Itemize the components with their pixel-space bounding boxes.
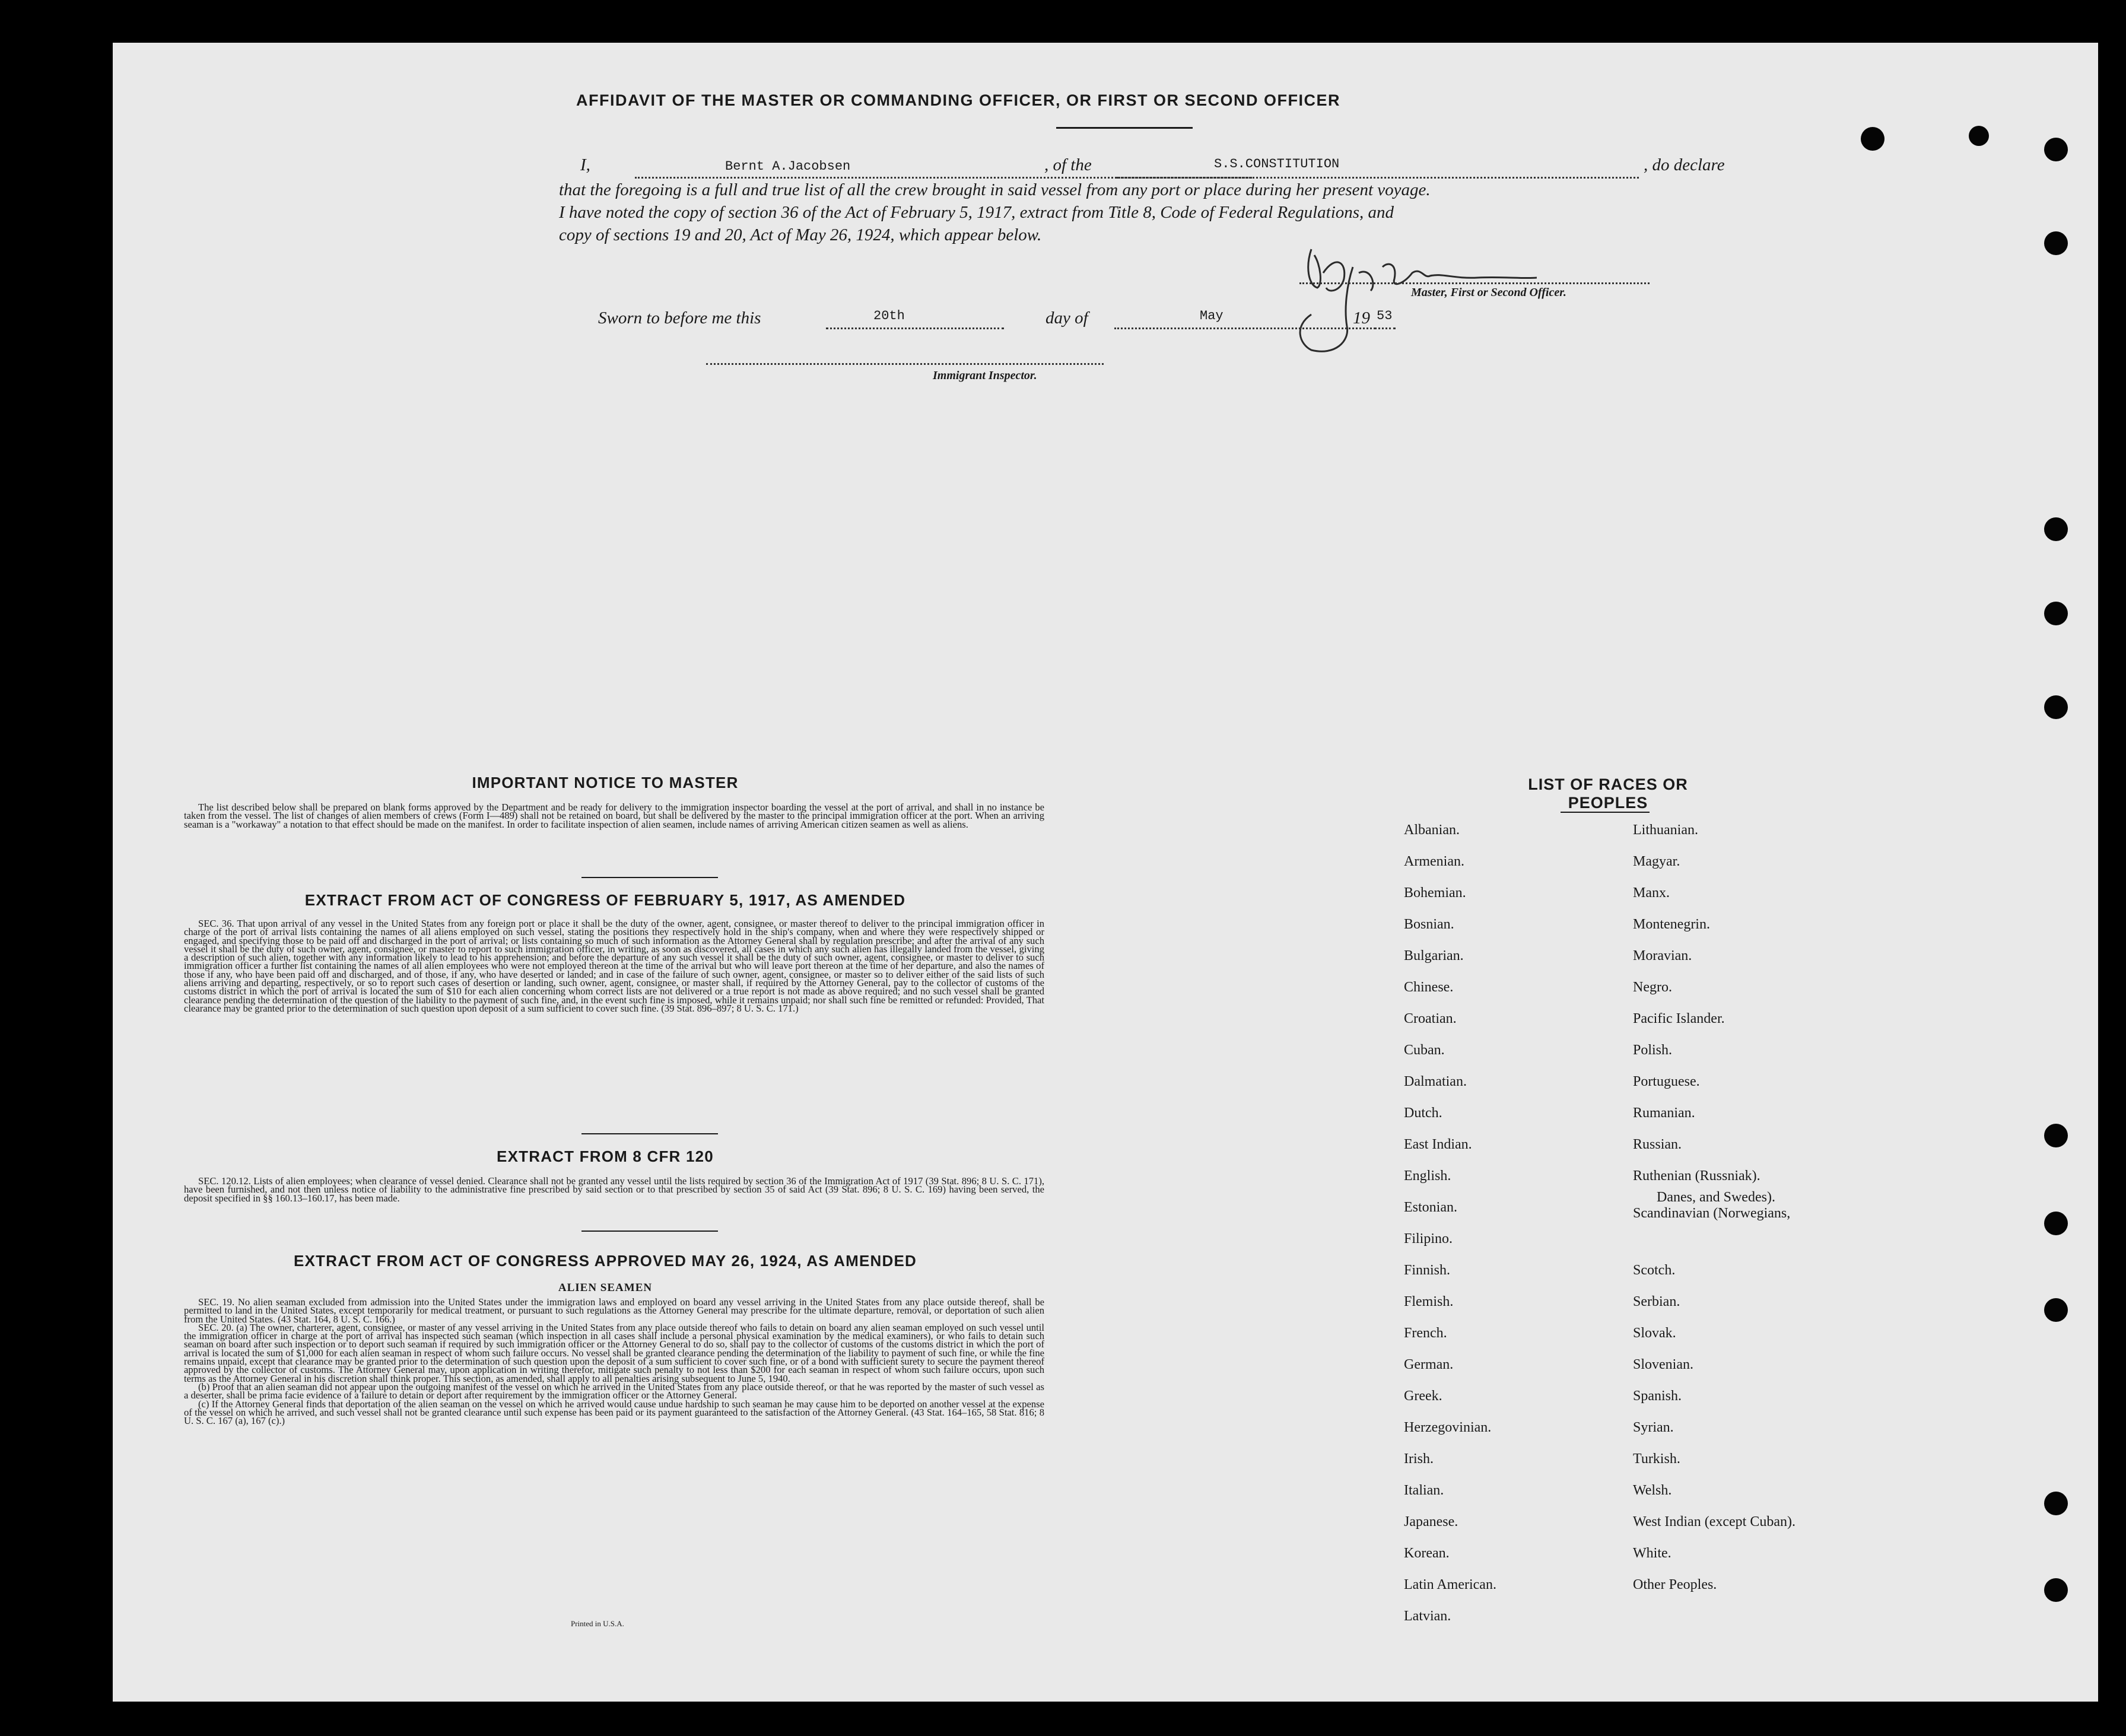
race-item: Other Peoples. — [1633, 1577, 1717, 1592]
extract-1917-body — [184, 920, 1044, 1013]
race-item: Flemish. — [1404, 1294, 1454, 1309]
race-item: Herzegovinian. — [1404, 1420, 1492, 1435]
affidavit-title: AFFIDAVIT OF THE MASTER OR COMMANDING OFFICER, OR FIRST OR SECOND OFFICER — [576, 91, 1340, 109]
race-item: Polish. — [1633, 1042, 1673, 1058]
master-name: Bernt A.Jacobsen — [725, 159, 851, 174]
race-item: White. — [1633, 1546, 1671, 1561]
affidavit-i-label: I, — [580, 155, 590, 174]
inspector-dotted-line — [706, 363, 1104, 365]
race-item: Portuguese. — [1633, 1074, 1700, 1089]
race-item: Spanish. — [1633, 1388, 1682, 1404]
race-item: East Indian. — [1404, 1137, 1472, 1152]
race-item: Serbian. — [1633, 1294, 1680, 1309]
race-item: English. — [1404, 1168, 1451, 1184]
signature-dotted-line — [1299, 282, 1650, 284]
punch-hole — [2044, 602, 2068, 625]
punch-hole — [2044, 517, 2068, 541]
extract-cfr-title: EXTRACT FROM 8 CFR 120 — [497, 1147, 714, 1165]
sec-20a-paragraph: SEC. 20. (a) The owner, charterer, agent, consignee, or master of any vessel arriving in the United States from any place outside thereof who fails to detain on board any alien seaman employed on such vessel until the immigration officer in charge at the port of arrival has inspected such seaman (which inspection in all cases shall include a personal physical examination by the medical examiners), or who fails to detain such seaman on board after such inspection or to deport such seaman if required by such immigration officer or the Attorney General to do so, shall pay to the collector of customs of the customs district in which the port of arrival is located the sum of $1,000 for each alien seaman in respect of whom such failure occurs. No vessel shall be granted clearance pending the determination of the liability to payment of such fine, or while the fine remains unpaid, except that clearance may be granted prior to the determination of such question upon the deposit of a sum sufficient to cover such fine, or of a bond with sufficient surety to secure the payment thereof approved by the collector of customs. The Attorney General may, upon application in writing therefor, mitigate such penalty to not less than $200 for each seaman in respect of whom such failure occurs, upon such terms as the Attorney General in his discretion shall think proper. This section, as amended, shall apply to all penalties arising subsequent to June 5, 1940. — [184, 1321, 1044, 1384]
printed-in-usa: Printed in U.S.A. — [571, 1619, 624, 1628]
race-item: Filipino. — [1404, 1231, 1453, 1247]
sworn-month-dotted-line — [1114, 328, 1375, 329]
race-item: Bohemian. — [1404, 885, 1466, 901]
alien-seamen-subtitle: ALIEN SEAMEN — [558, 1282, 653, 1294]
race-item: Dalmatian. — [1404, 1074, 1467, 1089]
race-item: Ruthenian (Russniak). — [1633, 1168, 1760, 1184]
race-item: Slovak. — [1633, 1325, 1676, 1341]
race-item: Irish. — [1404, 1451, 1434, 1467]
extract-1924-body — [184, 1298, 1044, 1425]
race-item: Chinese. — [1404, 980, 1454, 995]
punch-hole — [1969, 126, 1989, 146]
inspector-label: Immigrant Inspector. — [933, 369, 1037, 382]
sworn-label: Sworn to before me this — [598, 309, 761, 328]
race-item: German. — [1404, 1357, 1454, 1372]
race-item: Montenegrin. — [1633, 917, 1710, 932]
extract-cfr-body — [184, 1177, 1044, 1203]
race-item: Finnish. — [1404, 1263, 1451, 1278]
of-the-label: , of the — [1044, 155, 1092, 174]
extract-1924-title: EXTRACT FROM ACT OF CONGRESS APPROVED MAY 26, 1924, AS AMENDED — [293, 1252, 917, 1270]
races-title: LIST OF RACES OR PEOPLES — [1528, 775, 1688, 812]
race-item: Bosnian. — [1404, 917, 1454, 932]
sworn-month: May — [1200, 309, 1224, 323]
section-rule — [581, 1231, 718, 1232]
year-prefix: 19 — [1353, 309, 1370, 328]
race-item: Scandinavian (Norwegians, — [1633, 1206, 1791, 1221]
notice-title: IMPORTANT NOTICE TO MASTER — [472, 774, 739, 791]
affidavit-line-2: that the foregoing is a full and true list of all the crew brought in said vessel from any port or place during her present voyage. — [559, 180, 1431, 199]
race-item: Lithuanian. — [1633, 822, 1698, 838]
punch-hole — [2044, 1124, 2068, 1147]
sworn-day: 20th — [873, 309, 905, 323]
sec-20b-paragraph: (b) Proof that an alien seaman did not appear upon the outgoing manifest of the vessel on which he arrived in the United States from any place outside thereof, or that he was reported by the master of such vessel as a deserter, shall be prima facie evidence of a failure to detain or deport after requirement by the immigration officer or the Attorney General. — [184, 1381, 1044, 1401]
race-item: French. — [1404, 1325, 1447, 1341]
notice-body — [184, 803, 1044, 829]
do-declare-label: , do declare — [1644, 155, 1725, 174]
race-item: Croatian. — [1404, 1011, 1457, 1026]
document-page — [113, 43, 2098, 1702]
race-item: Latin American. — [1404, 1577, 1496, 1592]
sworn-day-dotted-line — [826, 328, 1004, 329]
race-item: Turkish. — [1633, 1451, 1680, 1467]
race-item: Syrian. — [1633, 1420, 1674, 1435]
race-item: Negro. — [1633, 980, 1672, 995]
race-item: Welsh. — [1633, 1483, 1672, 1498]
punch-hole — [1861, 127, 1885, 151]
vessel-name: S.S.CONSTITUTION — [1214, 157, 1340, 171]
punch-hole — [2044, 138, 2068, 161]
race-item: Moravian. — [1633, 948, 1692, 964]
punch-hole — [2044, 1492, 2068, 1515]
race-item: Magyar. — [1633, 854, 1680, 869]
punch-hole — [2044, 695, 2068, 719]
races-title-rule — [1561, 812, 1650, 813]
extract-1917-paragraph: SEC. 36. That upon arrival of any vessel in the United States from any foreign port or place it shall be the duty of the owner, agent, consignee, or master thereof to deliver to the principal immigration officer in charge of the port of arrival lists containing the names of all aliens employed on such vessel, stating the positions they respectively hold in the ship's company, when and where they were respectively shipped or engaged, and specifying those to be paid off and discharged in the port of arrival; or lists containing so much of such information as the Attorney General shall by regulation prescribe; and after the arrival of any such vessel it shall be the duty of such owner, agent, consignee, or master to report to such immigration officer, in writing, as soon as discovered, all cases in which any such alien has illegally landed from the vessel, giving a description of such alien, together with any information likely to lead to his apprehension; and before the departure of any such vessel it shall be the duty of such owner, agent, consignee, or master to deliver to such immigration officer a further list containing the names of all alien employees who were not employed thereon at the time of the arrival but who will leave port thereon at the time of her departure, and also the names of those if any, who have been paid off and discharged, and of those, if any, who have deserted or landed; and in case of the failure of such owner, agent, consignee, or master so to deliver either of the said lists of such aliens arriving and departing, respectively, or so to report such cases of desertion or landing, such owner, agent, consignee, or master shall, if required by the Attorney General, pay to the collector of customs of the customs district in which the port of arrival is located the sum of $10 for each alien concerning whom correct lists are not delivered or a true report is not made as above required; and no such vessel shall be granted clearance pending the determination of the question of the liability to the payment of such fine, and, in the event such fine is imposed, while it remains unpaid; nor shall such fine be remitted or refunded: Provided, That clearance may be granted prior to the determination of such question upon deposit of a sum sufficient to cover such fine. (39 Stat. 896–897; 8 U. S. C. 171.) — [184, 918, 1044, 1014]
punch-hole — [2044, 1212, 2068, 1235]
race-item: West Indian (except Cuban). — [1633, 1514, 1795, 1530]
section-rule — [581, 1133, 718, 1134]
vessel-dotted-line — [1117, 177, 1639, 179]
day-of-label: day of — [1045, 309, 1088, 328]
year-dotted-line — [1374, 328, 1396, 329]
race-item: Japanese. — [1404, 1514, 1458, 1530]
extract-cfr-paragraph: SEC. 120.12. Lists of alien employees; when clearance of vessel denied. Clearance shall not be granted any vessel until the lists required by section 36 of the Immigration Act of 1917 (39 Stat. 896; 8 U. S. C. 171), have been furnished, and not then unless notice of liability to the administrative fine prescribed by said section or to that prescribed by section 35 of said Act (39 Stat. 896; 8 U. S. C. 169) having been served, the deposit specified in §§ 160.13–160.17, has been made. — [184, 1175, 1044, 1204]
race-item: Korean. — [1404, 1546, 1450, 1561]
race-item: Estonian. — [1404, 1200, 1457, 1215]
race-item: Pacific Islander. — [1633, 1011, 1725, 1026]
extract-1917-title: EXTRACT FROM ACT OF CONGRESS OF FEBRUARY 5, 1917, AS AMENDED — [304, 891, 906, 909]
notice-paragraph: The list described below shall be prepared on blank forms approved by the Department and be ready for delivery to the immigration inspector boarding the vessel at the port of arrival, and shall in no instance be taken from the vessel. The list of changes of alien members of crews (Form I—489) shall not be retained on board, but shall be delivered by the master to the principal immigration officer at the port. When an arriving seaman is a "workaway" a notation to that effect should be made on the manifest. In order to facilitate inspection of alien seamen, include names of arriving American citizen seamen as well as aliens. — [184, 802, 1044, 830]
race-item: Albanian. — [1404, 822, 1460, 838]
title-rule — [1056, 127, 1193, 129]
affidavit-line-4: copy of sections 19 and 20, Act of May 26, 1924, which appear below. — [559, 225, 1042, 244]
race-item: Bulgarian. — [1404, 948, 1464, 964]
sec-20c-paragraph: (c) If the Attorney General finds that deportation of the alien seaman on the vessel on which he arrived would cause undue hardship to such seaman he may cause him to be deported on another vessel at the expense of the vessel on which he arrived, and such vessel shall not be granted clearance until such expense has been paid or its payment guaranteed to the satisfaction of the Attorney General. (43 Stat. 164–165, 58 Stat. 816; 8 U. S. C. 167 (a), 167 (c).) — [184, 1398, 1044, 1427]
affidavit-line-3: I have noted the copy of section 36 of the Act of February 5, 1917, extract from Title 8, Code of Federal Regulations, and — [559, 203, 1394, 222]
race-item: Cuban. — [1404, 1042, 1445, 1058]
sec-19-paragraph: SEC. 19. No alien seaman excluded from admission into the United States under the immigration laws and employed on board any vessel arriving in the United States from any place outside thereof, shall be permitted to land in the United States, except temporarily for medical treatment, or pursuant to such regulations as the Attorney General may prescribe for the ultimate departure, removal, or deportation of such alien from the United States. (43 Stat. 164, 8 U. S. C. 166.) — [184, 1296, 1044, 1325]
race-item: Italian. — [1404, 1483, 1444, 1498]
section-rule — [581, 877, 718, 878]
punch-hole — [2044, 231, 2068, 255]
race-item: Slovenian. — [1633, 1357, 1693, 1372]
punch-hole — [2044, 1578, 2068, 1602]
race-item: Latvian. — [1404, 1608, 1451, 1624]
year-suffix: 53 — [1377, 309, 1393, 323]
race-item: Rumanian. — [1633, 1105, 1695, 1121]
race-item: Scotch. — [1633, 1263, 1676, 1278]
race-item: Danes, and Swedes). — [1657, 1190, 1775, 1205]
race-item: Dutch. — [1404, 1105, 1442, 1121]
race-item: Manx. — [1633, 885, 1670, 901]
master-officer-label: Master, First or Second Officer. — [1411, 286, 1566, 299]
race-item: Greek. — [1404, 1388, 1442, 1404]
race-item: Russian. — [1633, 1137, 1682, 1152]
punch-hole — [2044, 1298, 2068, 1322]
race-item: Armenian. — [1404, 854, 1464, 869]
